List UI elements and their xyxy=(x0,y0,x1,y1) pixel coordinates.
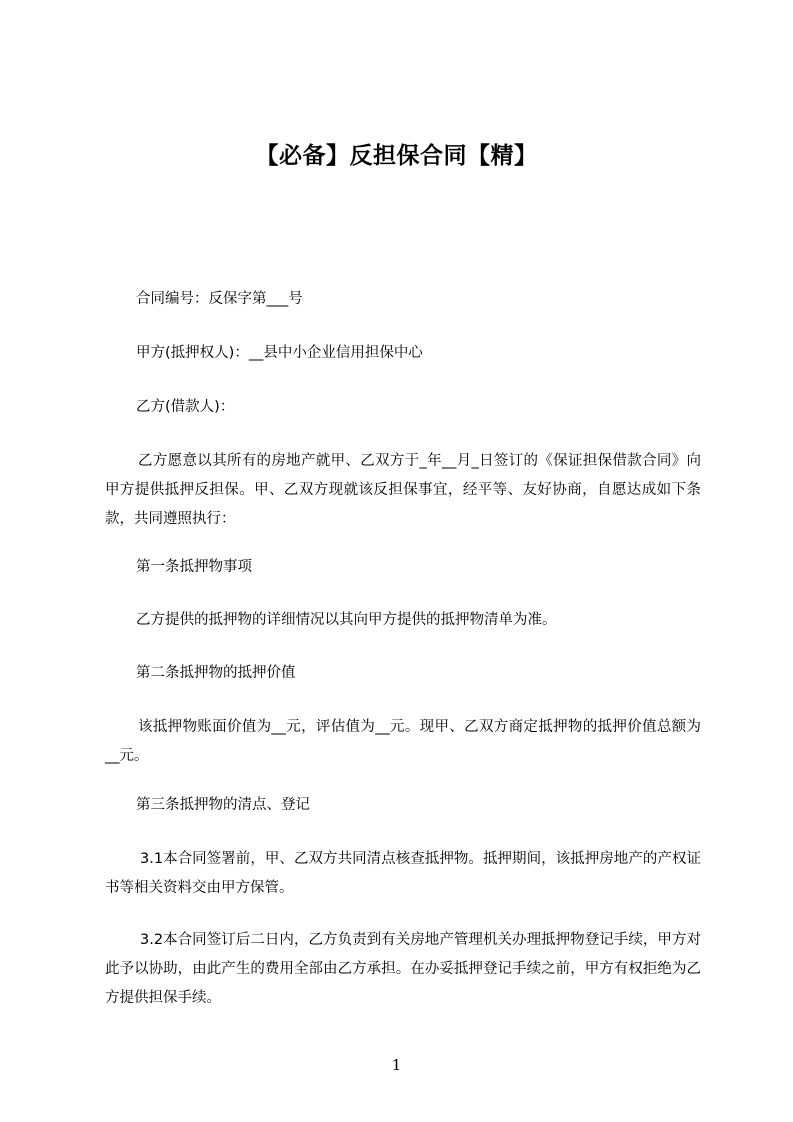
page-number: 1 xyxy=(391,1056,402,1074)
contract-number: 合同编号：反保字第___号 xyxy=(136,291,303,307)
article-2-heading: 第二条抵押物的抵押价值 xyxy=(136,665,296,681)
party-b: 乙方(借款人)： xyxy=(136,399,235,415)
preamble-paragraph: 乙方愿意以其所有的房地产就甲、乙双方于_年__月_日签订的《保证担保借款合同》向甲方提供抵押反担保。甲、乙双方现就该反担保事宜，经平等、友好协商，自愿达成如下条款，共同遵照执行： xyxy=(105,453,701,527)
article-3-heading: 第三条抵押物的清点、登记 xyxy=(136,797,310,813)
article-1-heading: 第一条抵押物事项 xyxy=(136,559,252,575)
party-a: 甲方(抵押权人)：__县中小企业信用担保中心 xyxy=(136,345,423,361)
article-3-1: 3.1本合同签署前，甲、乙双方共同清点核查抵押物。抵押期间，该抵押房地产的产权证书等相关资料交由甲方保管。 xyxy=(105,851,701,896)
article-2-body: 该抵押物账面价值为__元，评估值为__元。现甲、乙双方商定抵押物的抵押价值总额为__元。 xyxy=(105,719,701,764)
document-title: 【必备】反担保合同【精】 xyxy=(255,143,538,169)
article-1-body: 乙方提供的抵押物的详细情况以其向甲方提供的抵押物清单为准。 xyxy=(136,612,557,628)
article-3-2: 3.2本合同签订后二日内，乙方负责到有关房地产管理机关办理抵押物登记手续，甲方对此予以协助，由此产生的费用全部由乙方承担。在办妥抵押登记手续之前，甲方有权拒绝为乙方提供担保手续。 xyxy=(105,932,701,1006)
